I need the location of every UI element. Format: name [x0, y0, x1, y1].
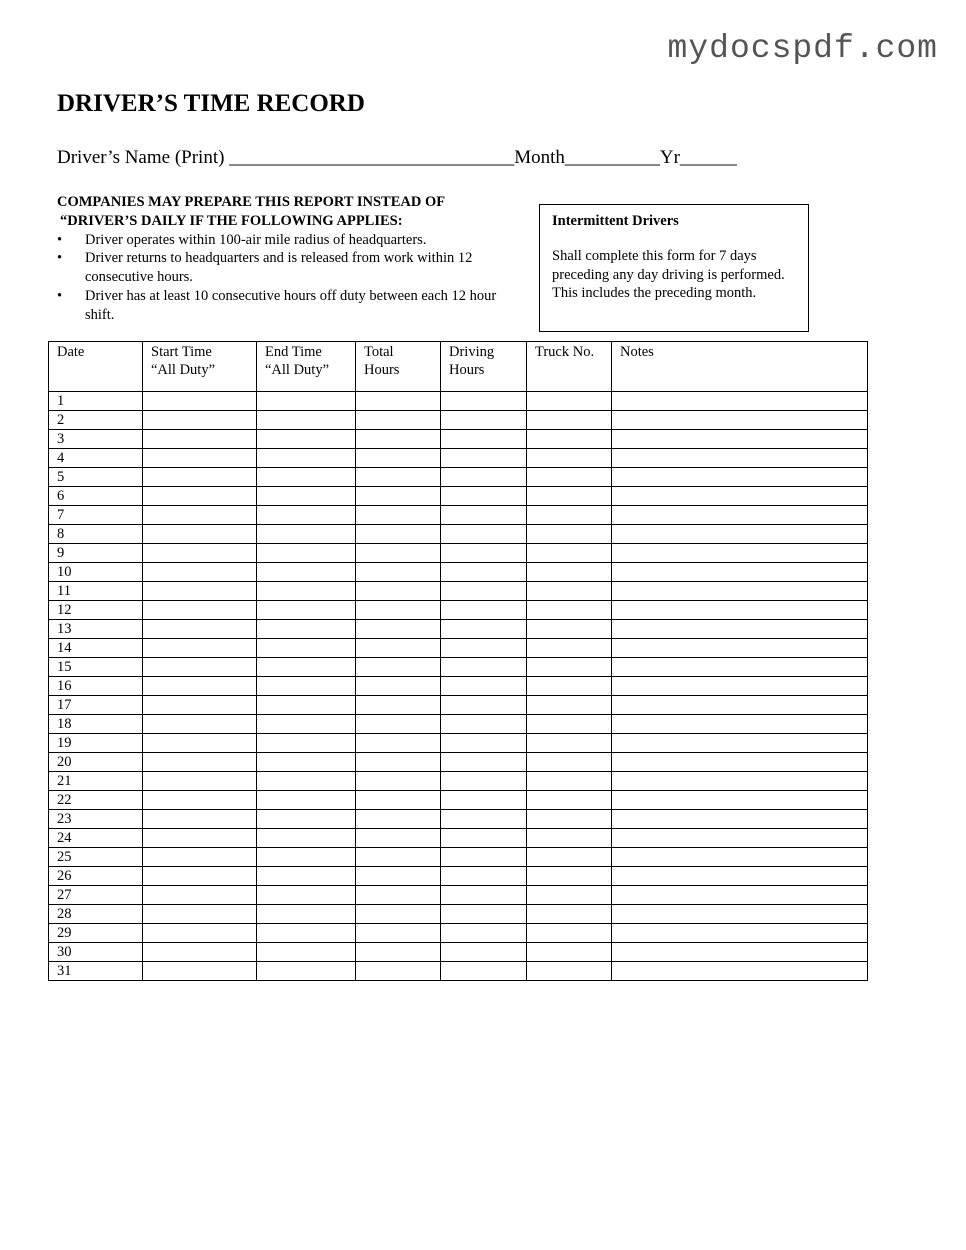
truck-no-cell[interactable]: [527, 715, 612, 734]
date-cell: 12: [49, 601, 143, 620]
table-row: [49, 962, 868, 981]
end-time-cell[interactable]: [257, 525, 356, 544]
table-row: [49, 411, 868, 430]
driving-hours-cell[interactable]: [441, 525, 527, 544]
total-hours-cell[interactable]: [356, 791, 441, 810]
truck-no-cell[interactable]: [527, 924, 612, 943]
start-time-cell[interactable]: [143, 449, 257, 468]
total-hours-cell[interactable]: [356, 639, 441, 658]
truck-no-cell[interactable]: [527, 525, 612, 544]
date-cell: 7: [49, 506, 143, 525]
notes-cell[interactable]: [612, 601, 868, 620]
truck-no-cell[interactable]: [527, 772, 612, 791]
total-hours-cell[interactable]: [356, 601, 441, 620]
date-cell: 26: [49, 867, 143, 886]
start-time-cell[interactable]: [143, 677, 257, 696]
start-time-cell[interactable]: [143, 620, 257, 639]
driving-hours-cell[interactable]: [441, 677, 527, 696]
notes-cell[interactable]: [612, 487, 868, 506]
header-start-time: Start Time “All Duty”: [143, 342, 257, 392]
end-time-cell[interactable]: [257, 734, 356, 753]
truck-no-cell[interactable]: [527, 696, 612, 715]
date-cell: 30: [49, 943, 143, 962]
header-total-hours: Total Hours: [356, 342, 441, 392]
start-time-cell[interactable]: [143, 639, 257, 658]
truck-no-cell[interactable]: [527, 506, 612, 525]
table-row: [49, 715, 868, 734]
driving-hours-cell[interactable]: [441, 696, 527, 715]
truck-no-cell[interactable]: [527, 734, 612, 753]
truck-no-cell[interactable]: [527, 601, 612, 620]
driving-hours-cell[interactable]: [441, 924, 527, 943]
start-time-cell[interactable]: [143, 943, 257, 962]
start-time-cell[interactable]: [143, 810, 257, 829]
driving-hours-cell[interactable]: [441, 943, 527, 962]
start-time-cell[interactable]: [143, 658, 257, 677]
truck-no-cell[interactable]: [527, 829, 612, 848]
truck-no-cell[interactable]: [527, 658, 612, 677]
notes-cell[interactable]: [612, 620, 868, 639]
driving-hours-cell[interactable]: [441, 829, 527, 848]
driving-hours-cell[interactable]: [441, 734, 527, 753]
table-row: [49, 582, 868, 601]
date-cell: 27: [49, 886, 143, 905]
notes-cell[interactable]: [612, 449, 868, 468]
table-row: [49, 487, 868, 506]
total-hours-cell[interactable]: [356, 525, 441, 544]
total-hours-cell[interactable]: [356, 620, 441, 639]
table-row: [49, 791, 868, 810]
date-cell: 2: [49, 411, 143, 430]
truck-no-cell[interactable]: [527, 791, 612, 810]
table-row: [49, 772, 868, 791]
notice-bullet: • Driver returns to headquarters and is released from work within 12 consecutive hours.: [57, 249, 507, 287]
start-time-cell[interactable]: [143, 544, 257, 563]
truck-no-cell[interactable]: [527, 468, 612, 487]
start-time-cell[interactable]: [143, 962, 257, 981]
end-time-cell[interactable]: [257, 658, 356, 677]
total-hours-cell[interactable]: [356, 677, 441, 696]
truck-no-cell[interactable]: [527, 886, 612, 905]
total-hours-cell[interactable]: [356, 886, 441, 905]
driving-hours-cell[interactable]: [441, 411, 527, 430]
notes-cell[interactable]: [612, 696, 868, 715]
driving-hours-cell[interactable]: [441, 962, 527, 981]
table-row: [49, 392, 868, 411]
table-row: [49, 886, 868, 905]
start-time-cell[interactable]: [143, 905, 257, 924]
start-time-cell[interactable]: [143, 829, 257, 848]
end-time-cell[interactable]: [257, 829, 356, 848]
truck-no-cell[interactable]: [527, 943, 612, 962]
start-time-cell[interactable]: [143, 867, 257, 886]
start-time-cell[interactable]: [143, 734, 257, 753]
truck-no-cell[interactable]: [527, 430, 612, 449]
table-row: [49, 544, 868, 563]
end-time-cell[interactable]: [257, 886, 356, 905]
driving-hours-cell[interactable]: [441, 753, 527, 772]
start-time-cell[interactable]: [143, 392, 257, 411]
end-time-cell[interactable]: [257, 620, 356, 639]
start-time-cell[interactable]: [143, 430, 257, 449]
end-time-cell[interactable]: [257, 601, 356, 620]
table-row: [49, 905, 868, 924]
table-row: [49, 430, 868, 449]
driving-hours-cell[interactable]: [441, 563, 527, 582]
date-cell: 25: [49, 848, 143, 867]
total-hours-cell[interactable]: [356, 582, 441, 601]
total-hours-cell[interactable]: [356, 943, 441, 962]
driving-hours-cell[interactable]: [441, 715, 527, 734]
time-record-table: [48, 341, 868, 981]
table-row: [49, 810, 868, 829]
table-row: [49, 449, 868, 468]
end-time-cell[interactable]: [257, 677, 356, 696]
notes-cell[interactable]: [612, 411, 868, 430]
driving-hours-cell[interactable]: [441, 791, 527, 810]
end-time-cell[interactable]: [257, 696, 356, 715]
truck-no-cell[interactable]: [527, 544, 612, 563]
end-time-cell[interactable]: [257, 715, 356, 734]
notice-heading-line-2: “DRIVER’S DAILY IF THE FOLLOWING APPLIES:: [60, 212, 403, 229]
total-hours-cell[interactable]: [356, 924, 441, 943]
total-hours-cell[interactable]: [356, 848, 441, 867]
start-time-cell[interactable]: [143, 924, 257, 943]
start-time-cell[interactable]: [143, 772, 257, 791]
driving-hours-cell[interactable]: [441, 449, 527, 468]
table-row: [49, 563, 868, 582]
date-cell: 21: [49, 772, 143, 791]
driving-hours-cell[interactable]: [441, 905, 527, 924]
total-hours-cell[interactable]: [356, 734, 441, 753]
notes-cell[interactable]: [612, 772, 868, 791]
notes-cell[interactable]: [612, 791, 868, 810]
driving-hours-cell[interactable]: [441, 848, 527, 867]
truck-no-cell[interactable]: [527, 810, 612, 829]
notes-cell[interactable]: [612, 544, 868, 563]
start-time-cell[interactable]: [143, 715, 257, 734]
notes-cell[interactable]: [612, 867, 868, 886]
page-title: DRIVER’S TIME RECORD: [57, 90, 365, 117]
notice-heading-line-1: COMPANIES MAY PREPARE THIS REPORT INSTEAD OF: [57, 194, 446, 210]
date-cell: 22: [49, 791, 143, 810]
table-row: [49, 468, 868, 487]
truck-no-cell[interactable]: [527, 620, 612, 639]
end-time-cell[interactable]: [257, 924, 356, 943]
driving-hours-cell[interactable]: [441, 886, 527, 905]
total-hours-cell[interactable]: [356, 449, 441, 468]
total-hours-cell[interactable]: [356, 772, 441, 791]
total-hours-cell[interactable]: [356, 753, 441, 772]
header-end-time: End Time “All Duty”: [257, 342, 356, 392]
end-time-cell[interactable]: [257, 943, 356, 962]
notes-cell[interactable]: [612, 905, 868, 924]
notes-cell[interactable]: [612, 677, 868, 696]
end-time-cell[interactable]: [257, 487, 356, 506]
driving-hours-cell[interactable]: [441, 430, 527, 449]
watermark: mydocspdf.com: [667, 30, 938, 67]
total-hours-cell[interactable]: [356, 544, 441, 563]
table-row: [49, 924, 868, 943]
end-time-cell[interactable]: [257, 468, 356, 487]
truck-no-cell[interactable]: [527, 753, 612, 772]
notes-cell[interactable]: [612, 715, 868, 734]
truck-no-cell[interactable]: [527, 848, 612, 867]
notes-cell[interactable]: [612, 525, 868, 544]
end-time-cell[interactable]: [257, 411, 356, 430]
date-cell: 8: [49, 525, 143, 544]
start-time-cell[interactable]: [143, 487, 257, 506]
start-time-cell[interactable]: [143, 886, 257, 905]
start-time-cell[interactable]: [143, 848, 257, 867]
truck-no-cell[interactable]: [527, 867, 612, 886]
driving-hours-cell[interactable]: [441, 582, 527, 601]
header-driving-hours: Driving Hours: [441, 342, 527, 392]
date-cell: 3: [49, 430, 143, 449]
end-time-cell[interactable]: [257, 810, 356, 829]
table-row: [49, 620, 868, 639]
date-cell: 31: [49, 962, 143, 981]
end-time-cell[interactable]: [257, 791, 356, 810]
end-time-cell[interactable]: [257, 962, 356, 981]
date-cell: 28: [49, 905, 143, 924]
driver-name-month-year-line: Driver’s Name (Print) ______________________________Month__________Yr______: [57, 147, 737, 168]
truck-no-cell[interactable]: [527, 563, 612, 582]
truck-no-cell[interactable]: [527, 449, 612, 468]
end-time-cell[interactable]: [257, 867, 356, 886]
total-hours-cell[interactable]: [356, 696, 441, 715]
driving-hours-cell[interactable]: [441, 867, 527, 886]
notes-cell[interactable]: [612, 924, 868, 943]
total-hours-cell[interactable]: [356, 905, 441, 924]
driving-hours-cell[interactable]: [441, 487, 527, 506]
end-time-cell[interactable]: [257, 582, 356, 601]
date-cell: 5: [49, 468, 143, 487]
table-row: [49, 734, 868, 753]
table-row: [49, 829, 868, 848]
date-cell: 1: [49, 392, 143, 411]
date-cell: 13: [49, 620, 143, 639]
notes-cell[interactable]: [612, 506, 868, 525]
date-cell: 6: [49, 487, 143, 506]
date-cell: 10: [49, 563, 143, 582]
table-row: [49, 943, 868, 962]
table-row: [49, 639, 868, 658]
notes-cell[interactable]: [612, 943, 868, 962]
driving-hours-cell[interactable]: [441, 772, 527, 791]
driving-hours-cell[interactable]: [441, 810, 527, 829]
driving-hours-cell[interactable]: [441, 658, 527, 677]
truck-no-cell[interactable]: [527, 392, 612, 411]
end-time-cell[interactable]: [257, 848, 356, 867]
total-hours-cell[interactable]: [356, 411, 441, 430]
end-time-cell[interactable]: [257, 563, 356, 582]
notes-cell[interactable]: [612, 734, 868, 753]
date-cell: 19: [49, 734, 143, 753]
end-time-cell[interactable]: [257, 639, 356, 658]
total-hours-cell[interactable]: [356, 658, 441, 677]
truck-no-cell[interactable]: [527, 411, 612, 430]
table-row: [49, 696, 868, 715]
truck-no-cell[interactable]: [527, 905, 612, 924]
notice-bullet: • Driver operates within 100-air mile radius of headquarters.: [57, 231, 507, 250]
notes-cell[interactable]: [612, 753, 868, 772]
notes-cell[interactable]: [612, 639, 868, 658]
truck-no-cell[interactable]: [527, 487, 612, 506]
truck-no-cell[interactable]: [527, 962, 612, 981]
start-time-cell[interactable]: [143, 582, 257, 601]
notice-bullet: • Driver has at least 10 consecutive hours off duty between each 12 hour shift.: [57, 287, 507, 325]
table-row: [49, 658, 868, 677]
start-time-cell[interactable]: [143, 791, 257, 810]
date-cell: 15: [49, 658, 143, 677]
table-header-row: [49, 342, 868, 392]
intermittent-drivers-text: Shall complete this form for 7 days preceding any day driving is performed. This includes the preceding month.: [552, 248, 785, 301]
notes-cell[interactable]: [612, 582, 868, 601]
notes-cell[interactable]: [612, 392, 868, 411]
start-time-cell[interactable]: [143, 411, 257, 430]
table-body: [49, 392, 868, 981]
driving-hours-cell[interactable]: [441, 544, 527, 563]
total-hours-cell[interactable]: [356, 430, 441, 449]
table-row: [49, 601, 868, 620]
truck-no-cell[interactable]: [527, 639, 612, 658]
start-time-cell[interactable]: [143, 506, 257, 525]
notes-cell[interactable]: [612, 468, 868, 487]
end-time-cell[interactable]: [257, 544, 356, 563]
notes-cell[interactable]: [612, 658, 868, 677]
date-cell: 23: [49, 810, 143, 829]
total-hours-cell[interactable]: [356, 715, 441, 734]
table-row: [49, 677, 868, 696]
total-hours-cell[interactable]: [356, 506, 441, 525]
notes-cell[interactable]: [612, 886, 868, 905]
start-time-cell[interactable]: [143, 601, 257, 620]
table-row: [49, 506, 868, 525]
total-hours-cell[interactable]: [356, 487, 441, 506]
header-date: Date: [49, 342, 143, 392]
driving-hours-cell[interactable]: [441, 601, 527, 620]
date-cell: 14: [49, 639, 143, 658]
notes-cell[interactable]: [612, 563, 868, 582]
start-time-cell[interactable]: [143, 563, 257, 582]
end-time-cell[interactable]: [257, 392, 356, 411]
total-hours-cell[interactable]: [356, 829, 441, 848]
table-row: [49, 867, 868, 886]
truck-no-cell[interactable]: [527, 677, 612, 696]
truck-no-cell[interactable]: [527, 582, 612, 601]
start-time-cell[interactable]: [143, 753, 257, 772]
end-time-cell[interactable]: [257, 753, 356, 772]
date-cell: 24: [49, 829, 143, 848]
end-time-cell[interactable]: [257, 430, 356, 449]
date-cell: 17: [49, 696, 143, 715]
end-time-cell[interactable]: [257, 506, 356, 525]
date-cell: 11: [49, 582, 143, 601]
date-cell: 29: [49, 924, 143, 943]
notes-cell[interactable]: [612, 430, 868, 449]
table-row: [49, 525, 868, 544]
table-row: [49, 848, 868, 867]
driving-hours-cell[interactable]: [441, 392, 527, 411]
end-time-cell[interactable]: [257, 905, 356, 924]
start-time-cell[interactable]: [143, 468, 257, 487]
date-cell: 20: [49, 753, 143, 772]
date-cell: 4: [49, 449, 143, 468]
notes-cell[interactable]: [612, 962, 868, 981]
date-cell: 18: [49, 715, 143, 734]
intermittent-drivers-title: Intermittent Drivers: [552, 213, 679, 229]
end-time-cell[interactable]: [257, 772, 356, 791]
driving-hours-cell[interactable]: [441, 468, 527, 487]
applicability-notice: [57, 193, 507, 325]
total-hours-cell[interactable]: [356, 867, 441, 886]
total-hours-cell[interactable]: [356, 468, 441, 487]
header-truck-no: Truck No.: [527, 342, 612, 392]
header-notes: Notes: [612, 342, 868, 392]
table-row: [49, 753, 868, 772]
end-time-cell[interactable]: [257, 449, 356, 468]
notes-cell[interactable]: [612, 848, 868, 867]
start-time-cell[interactable]: [143, 696, 257, 715]
total-hours-cell[interactable]: [356, 810, 441, 829]
notes-cell[interactable]: [612, 829, 868, 848]
driving-hours-cell[interactable]: [441, 620, 527, 639]
total-hours-cell[interactable]: [356, 563, 441, 582]
driving-hours-cell[interactable]: [441, 639, 527, 658]
notes-cell[interactable]: [612, 810, 868, 829]
intermittent-drivers-box: [539, 204, 809, 332]
driving-hours-cell[interactable]: [441, 506, 527, 525]
date-cell: 16: [49, 677, 143, 696]
total-hours-cell[interactable]: [356, 392, 441, 411]
total-hours-cell[interactable]: [356, 962, 441, 981]
notice-bullet-list: [57, 231, 507, 325]
date-cell: 9: [49, 544, 143, 563]
start-time-cell[interactable]: [143, 525, 257, 544]
